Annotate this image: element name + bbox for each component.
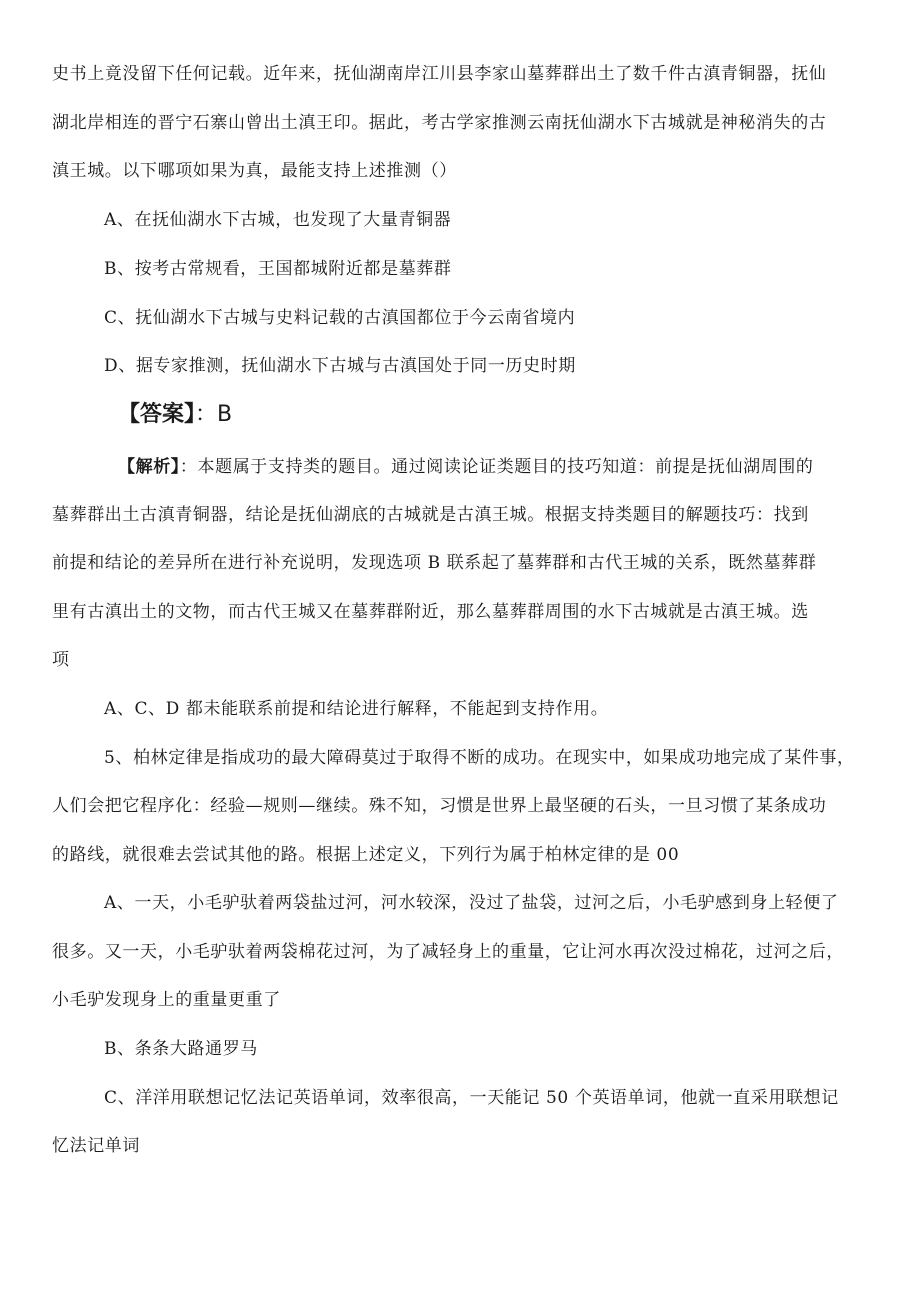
q5-option-c-line: 忆法记单词	[52, 1136, 140, 1156]
q4-option-c: C、抚仙湖水下古城与史料记载的古滇国都位于今云南省境内	[104, 308, 576, 328]
answer-value: ：B	[195, 402, 233, 427]
q4-analysis-line: 项	[52, 650, 70, 670]
q5-option-c-line: C、洋洋用联想记忆法记英语单词，效率很高，一天能记 50 个英语单词，他就一直采用联想记	[104, 1088, 839, 1108]
q5-option-a-line: 小毛驴发现身上的重量更重了	[52, 990, 281, 1010]
q4-option-d: D、据专家推测，抚仙湖水下古城与古滇国处于同一历史时期	[104, 356, 576, 376]
q4-stem-line: 湖北岸相连的晋宁石寨山曾出土滇王印。据此，考古学家推测云南抚仙湖水下古城就是神秘消失的古	[52, 113, 827, 133]
q4-analysis-first-line	[118, 455, 814, 479]
q4-analysis-line: 里有古滇出土的文物，而古代王城又在墓葬群附近，那么墓葬群周围的水下古城就是古滇王城。选	[52, 602, 809, 622]
q5-stem-line: 5、柏林定律是指成功的最大障碍莫过于取得不断的成功。在现实中，如果成功地完成了某件事，	[104, 748, 855, 768]
q5-stem-line: 人们会把它程序化：经验—规则—继续。殊不知，习惯是世界上最坚硬的石头，一旦习惯了某条成功	[52, 796, 827, 816]
analysis-label: 【解析】	[118, 457, 180, 477]
q4-analysis-line: 前提和结论的差异所在进行补充说明，发现选项 B 联系起了墓葬群和古代王城的关系，既然墓葬群	[52, 553, 817, 573]
q5-option-a-line: 很多。又一天，小毛驴驮着两袋棉花过河，为了减轻身上的重量，它让河水再次没过棉花，过河之后，	[52, 942, 844, 962]
q5-stem-line: 的路线，就很难去尝试其他的路。根据上述定义，下列行为属于柏林定律的是 00	[52, 845, 680, 865]
answer-label: 【答案】	[118, 402, 196, 427]
analysis-text: ：本题属于支持类的题目。通过阅读论证类题目的技巧知道：前提是抚仙湖周围的	[179, 457, 814, 477]
q4-stem-line: 滇王城。以下哪项如果为真，最能支持上述推测（）	[52, 161, 457, 181]
q4-analysis-tail: A、C、D 都未能联系前提和结论进行解释，不能起到支持作用。	[104, 699, 609, 719]
q5-option-b: B、条条大路通罗马	[104, 1039, 258, 1059]
q4-option-a: A、在抚仙湖水下古城，也发现了大量青铜器	[104, 210, 452, 230]
q5-option-a-line: A、一天，小毛驴驮着两袋盐过河，河水较深，没过了盐袋，过河之后，小毛驴感到身上轻便了	[104, 893, 839, 913]
q4-analysis-line: 墓葬群出土古滇青铜器，结论是抚仙湖底的古城就是古滇王城。根据支持类题目的解题技巧：找到	[52, 505, 809, 525]
q4-stem-line: 史书上竟没留下任何记载。近年来，抚仙湖南岸江川县李家山墓葬群出土了数千件古滇青铜器，抚仙	[52, 64, 827, 84]
q4-option-b: B、按考古常规看，王国都城附近都是墓葬群	[104, 259, 452, 279]
q4-answer	[118, 400, 232, 430]
